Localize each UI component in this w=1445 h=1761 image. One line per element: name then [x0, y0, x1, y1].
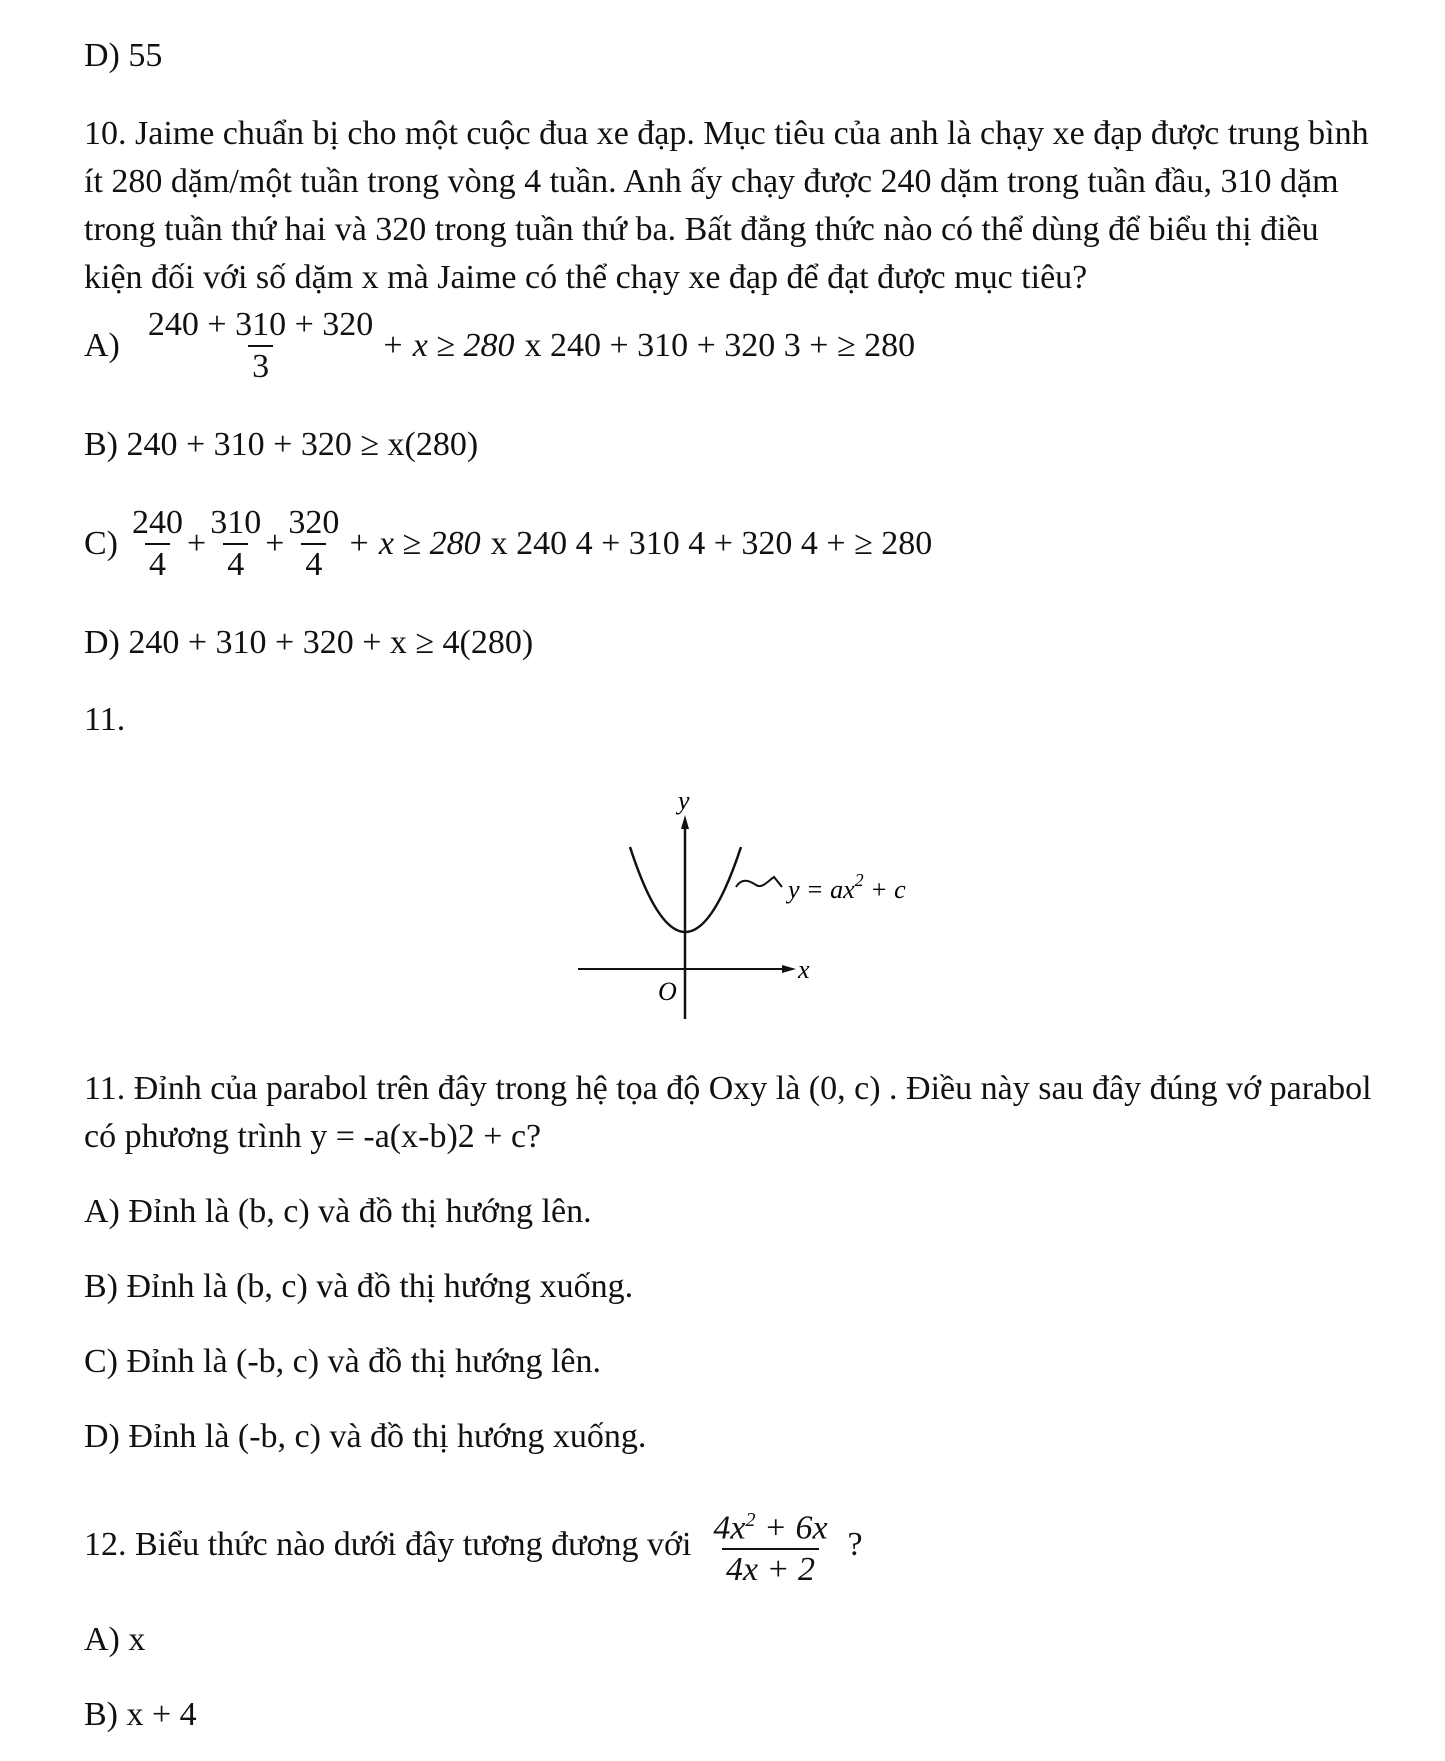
q11-option-b: B) Đỉnh là (b, c) và đồ thị hướng xuống.	[84, 1268, 634, 1305]
numerator: 310	[210, 504, 262, 541]
numerator-term: + 6x	[755, 1509, 828, 1547]
numerator: 320	[288, 504, 340, 541]
q11-option-a: A) Đỉnh là (b, c) và đồ thị hướng lên.	[84, 1193, 592, 1230]
question-mark: ?	[847, 1526, 863, 1564]
plus: +	[265, 525, 285, 562]
q12-option-b: B) x + 4	[84, 1696, 197, 1733]
q12-option-a: A) x	[84, 1621, 146, 1658]
q9-option-d: D) 55	[84, 37, 163, 74]
denominator: 3	[248, 345, 273, 387]
fraction-3	[284, 503, 343, 585]
q10-option-a	[84, 305, 915, 387]
fraction	[144, 305, 377, 387]
x-axis-arrow-icon	[782, 965, 796, 973]
origin-label: O	[658, 977, 677, 1006]
denominator: 4	[145, 543, 170, 585]
denominator: 4	[301, 543, 326, 585]
numerator: 240 + 310 + 320	[147, 306, 374, 343]
denominator: 4x + 2	[722, 1548, 819, 1590]
option-label: C)	[84, 525, 118, 562]
q11-option-d: D) Đỉnh là (-b, c) và đồ thị hướng xuống.	[84, 1418, 647, 1455]
duplicate-text: x 240 4 + 310 4 + 320 4 + ≥ 280	[490, 525, 933, 562]
fraction-2	[206, 503, 265, 585]
parabol-graph	[570, 785, 930, 1020]
q12-question	[84, 1500, 863, 1590]
q10-option-b: B) 240 + 310 + 320 ≥ x(280)	[84, 426, 479, 463]
y-axis-label: y	[678, 786, 690, 815]
numerator-term: 4x	[713, 1509, 746, 1547]
x-axis-label: x	[798, 955, 810, 984]
q10-option-d: D) 240 + 310 + 320 + x ≥ 4(280)	[84, 624, 534, 661]
curve-pointer	[736, 877, 782, 887]
equation-base: y = ax	[788, 875, 855, 904]
equation-exponent: 2	[854, 870, 864, 890]
q12-fraction	[709, 1500, 831, 1590]
fraction-1	[128, 503, 187, 585]
numerator: 240	[132, 504, 183, 541]
q11-question-text: 11. Đỉnh của parabol trên đây trong hệ tọa độ Oxy là (0, c) . Điều này sau đây đúng vớ parabol có phương trình y = -a(x-b)2 + c?	[84, 1070, 1372, 1155]
inequality: + x ≥ 280	[381, 327, 515, 364]
duplicate-text: x 240 + 310 + 320 3 + ≥ 280	[524, 327, 916, 364]
q12-question-text: 12. Biểu thức nào dưới đây tương đương với	[84, 1526, 692, 1564]
inequality: + x ≥ 280	[347, 525, 481, 562]
y-axis-arrow-icon	[681, 815, 689, 829]
q10-question-text: 10. Jaime chuẩn bị cho một cuộc đua xe đạp. Mục tiêu của anh là chạy xe đạp được trung bình ít 280 dặm/một tuần trong vòng 4 tuần. Anh ấy chạy được 240 dặm trong tuần đầu, 310 dặm trong tuần thứ hai và 320 trong tuần thứ ba. Bất đẳng thức nào có thể dùng để biểu thị điều kiện đối với số dặm x mà Jaime có thể chạy xe đạp để đạt được mục tiêu?	[84, 115, 1369, 296]
q10-option-c	[84, 503, 932, 585]
equation-suffix: + c	[863, 875, 906, 904]
q11-option-c: C) Đỉnh là (-b, c) và đồ thị hướng lên.	[84, 1343, 602, 1380]
numerator	[709, 1500, 831, 1548]
numerator-exponent: 2	[745, 1509, 756, 1531]
denominator: 4	[223, 543, 248, 585]
plus: +	[187, 525, 207, 562]
q11-number: 11.	[84, 701, 126, 738]
option-label: A)	[84, 327, 120, 364]
curve-equation	[785, 870, 906, 904]
